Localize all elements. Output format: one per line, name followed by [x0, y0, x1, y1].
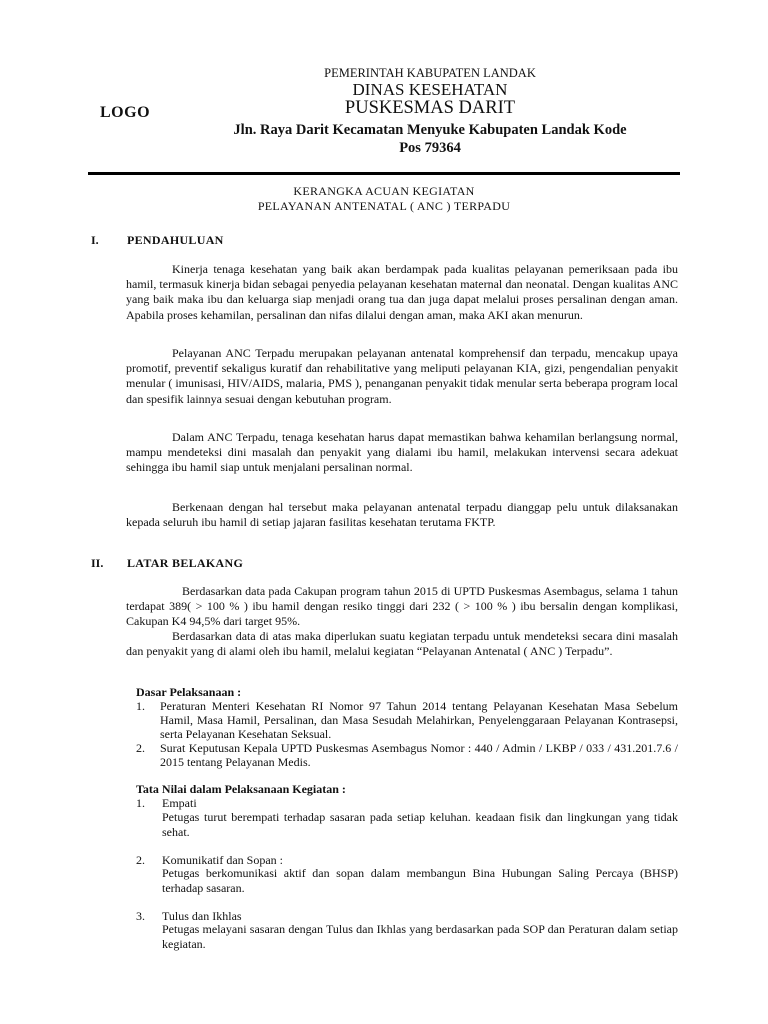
- dasar-pelaksanaan-heading: Dasar Pelaksanaan :: [136, 685, 242, 699]
- section-2-title: LATAR BELAKANG: [127, 556, 244, 570]
- list-item: [136, 741, 678, 769]
- section-1-paragraph: Berkenaan dengan hal tersebut maka pelayanan antenatal terpadu dianggap pelu untuk dilaksanakan kepada seluruh ibu hamil di setiap jajaran fasilitas kesehatan terutama FKTP.: [126, 500, 678, 530]
- logo: LOGO: [100, 104, 151, 121]
- section-1-number: I.: [91, 233, 99, 247]
- section-1-paragraph: Dalam ANC Terpadu, tenaga kesehatan harus dapat memastikan bahwa kehamilan berlangsung normal, mampu mendeteksi dini masalah dan penyakit yang dialami ibu hamil, melakukan intervensi secara adekuat sehingga ibu hamil siap untuk menjalani persalinan normal.: [126, 430, 678, 475]
- letterhead-divider: [88, 172, 680, 175]
- section-1-title: PENDAHULUAN: [127, 233, 224, 247]
- section-2-paragraph: Berdasarkan data pada Cakupan program tahun 2015 di UPTD Puskesmas Asembagus, selama 1 tahun terdapat 389( > 100 % ) ibu hamil dengan resiko tinggi dari 232 ( > 100 % ) ibu bersalin dengan komplikasi, Cakupan K4 94,5% dari target 95%.: [126, 584, 678, 629]
- list-item-number: 1.: [136, 699, 145, 713]
- tata-item-number: 2.: [136, 853, 145, 867]
- letterhead-address: [180, 121, 680, 157]
- list-item-text: Surat Keputusan Kepala UPTD Puskesmas Asembagus Nomor : 440 / Admin / LKBP / 033 / 431.201.7.6 / 2015 tentang Pelayanan Medis.: [160, 741, 678, 769]
- tata-nilai-heading: Tata Nilai dalam Pelaksanaan Kegiatan :: [136, 782, 346, 796]
- list-item-number: 2.: [136, 741, 145, 755]
- document-title: KERANGKA ACUAN KEGIATAN: [293, 184, 475, 198]
- tata-item-body: Petugas berkomunikasi aktif dan sopan dalam membangun Bina Hubungan Saling Percaya (BHSP) terhadap sasaran.: [162, 866, 678, 896]
- list-item-text: Peraturan Menteri Kesehatan RI Nomor 97 Tahun 2014 tentang Pelayanan Kesehatan Masa Sebelum Hamil, Masa Hamil, Persalinan, dan Masa Sesudah Melahirkan, Penyelenggaraan Pelayanan Kontrasepsi, serta Pelayanan Kesehatan Seksual.: [160, 699, 678, 741]
- section-1-paragraph: Pelayanan ANC Terpadu merupakan pelayanan antenatal komprehensif dan terpadu, mencakup upaya promotif, preventif sekaligus kuratif dan rehabilitative yang meliputi pelayanan KIA, gizi, pengendalian penyakit menular ( imunisasi, HIV/AIDS, malaria, PMS ), penanganan penyakit tidak menular serta beberapa program local dan spesifik lainnya sesuai dengan kebutuhan program.: [126, 346, 678, 406]
- address-line-2: Pos 79364: [399, 140, 461, 156]
- tata-item-title: Tulus dan Ikhlas: [162, 909, 242, 923]
- tata-item-title: Komunikatif dan Sopan :: [162, 853, 283, 867]
- tata-item-title: Empati: [162, 796, 197, 810]
- address-line-1: Jln. Raya Darit Kecamatan Menyuke Kabupaten Landak Kode: [233, 122, 627, 138]
- section-2-paragraph: Berdasarkan data di atas maka diperlukan suatu kegiatan terpadu untuk mendeteksi secara dini masalah dan penyakit yang di alami oleh ibu hamil, melalui kegiatan “Pelayanan Antenatal ( ANC ) Terpadu”.: [126, 629, 678, 659]
- dasar-pelaksanaan-list: [136, 699, 678, 769]
- letterhead-department: DINAS KESEHATAN: [352, 80, 508, 99]
- letterhead-government: PEMERINTAH KABUPATEN LANDAK: [324, 66, 536, 80]
- tata-item-number: 3.: [136, 909, 145, 923]
- tata-item-body: Petugas turut berempati terhadap sasaran pada setiap keluhan. keadaan fisik dan lingkungan yang tidak sehat.: [162, 810, 678, 840]
- letterhead-puskesmas: PUSKESMAS DARIT: [344, 98, 516, 118]
- section-2-number: II.: [91, 556, 104, 570]
- section-1-paragraph: Kinerja tenaga kesehatan yang baik akan berdampak pada kualitas pelayanan pemeriksaan pada ibu hamil, termasuk kinerja bidan sebagai penyedia pelayanan kesehatan maternal dan neonatal. Dengan kualitas ANC yang baik maka ibu dan keluarga siap menjadi orang tua dan juga dapat melalui proses persalinan dengan aman. Apabila proses kehamilan, persalinan dan nifas dilalui dengan aman, maka AKI akan menurun.: [126, 262, 678, 322]
- tata-item-number: 1.: [136, 796, 145, 810]
- list-item: [136, 699, 678, 741]
- tata-item-body: Petugas melayani sasaran dengan Tulus dan Ikhlas yang berdasarkan pada SOP dan Peraturan dalam setiap kegiatan.: [162, 922, 678, 952]
- document-subtitle: PELAYANAN ANTENATAL ( ANC ) TERPADU: [257, 199, 511, 213]
